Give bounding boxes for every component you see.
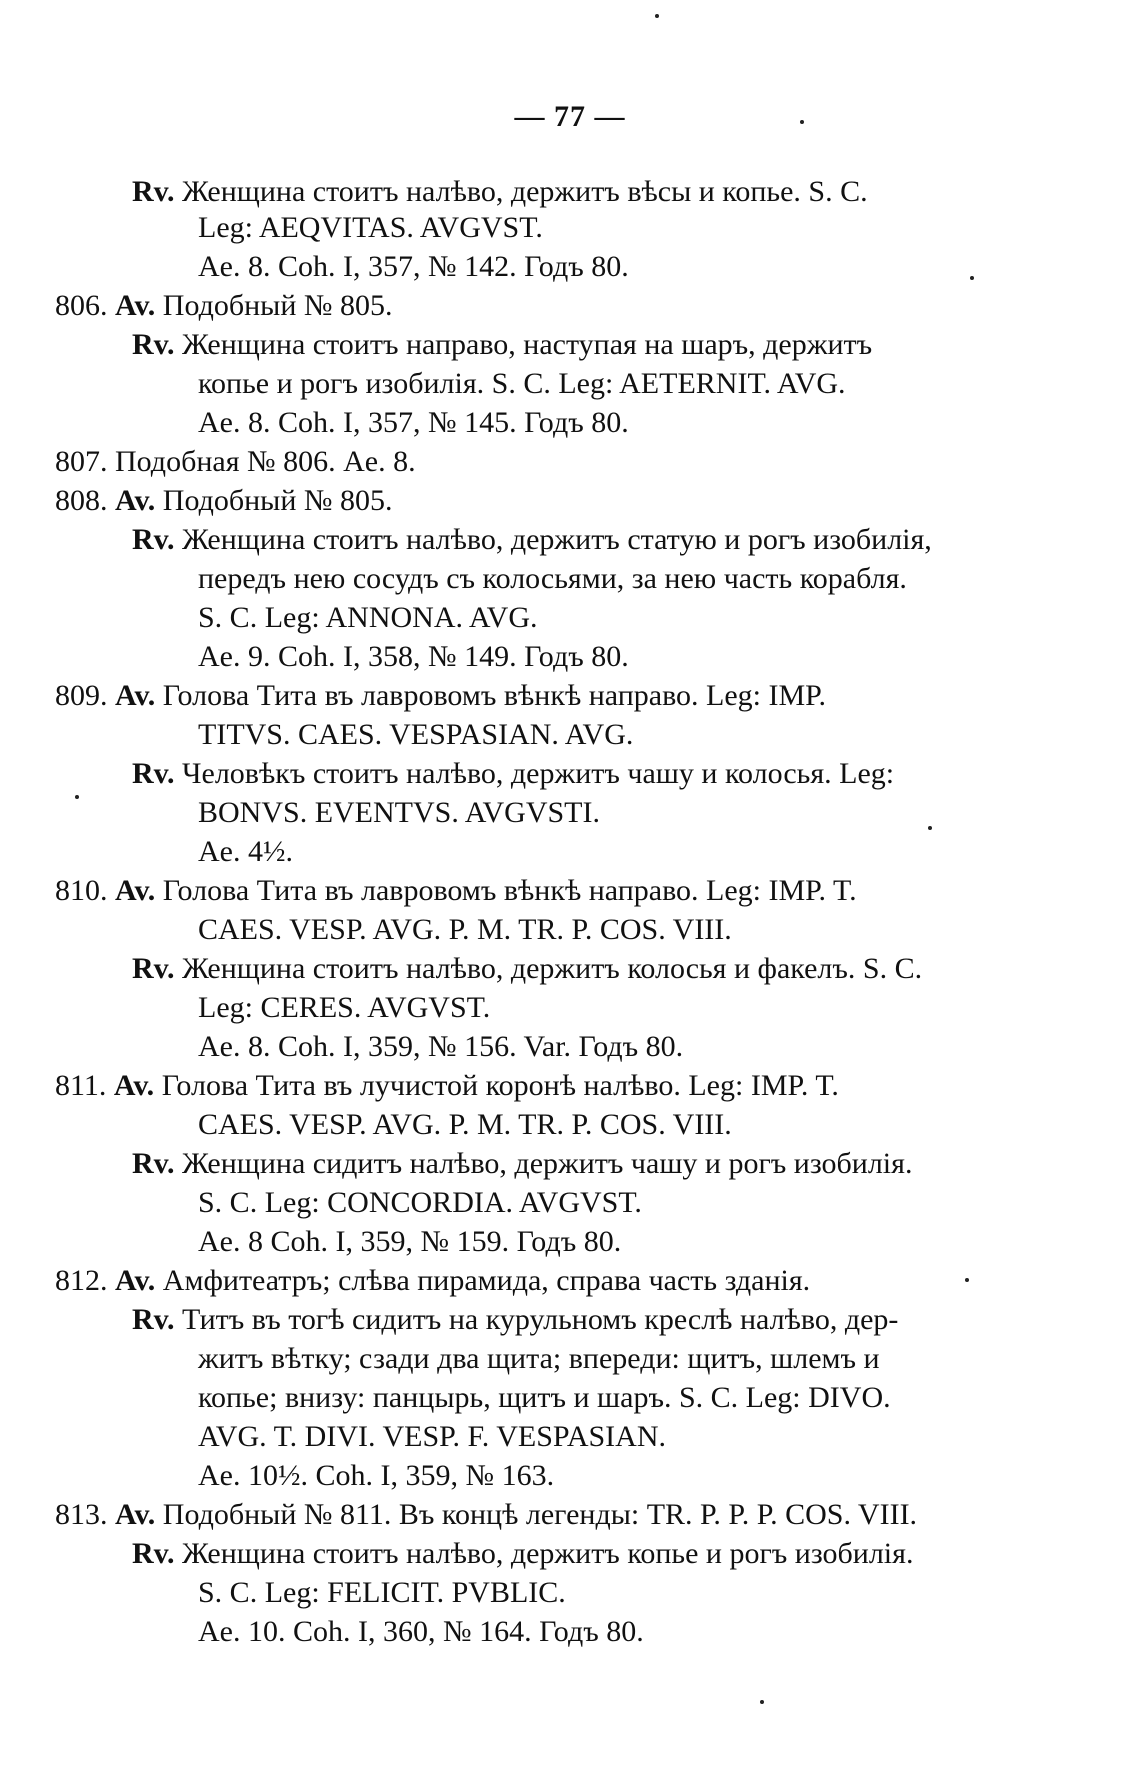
entry-810: 810. Av. Голова Тита въ лавровомъ вѣнкѣ направо. Leg: IMP. T. bbox=[55, 874, 857, 907]
text-line: Ae. 4½. bbox=[198, 835, 293, 868]
page-number: — 77 — bbox=[514, 100, 626, 133]
print-speck bbox=[800, 120, 804, 124]
print-speck bbox=[655, 14, 659, 18]
text-line: копье и рогъ изобилія. S. C. Leg: AETERNIT. AVG. bbox=[198, 367, 846, 400]
text-line: Rv. Женщина стоитъ налѣво, держитъ колосья и факелъ. S. C. bbox=[132, 952, 923, 985]
entry-809: 809. Av. Голова Тита въ лавровомъ вѣнкѣ направо. Leg: IMP. bbox=[55, 679, 827, 712]
text-line: Ae. 9. Coh. I, 358, № 149. Годъ 80. bbox=[198, 640, 629, 673]
entry-811: 811. Av. Голова Тита въ лучистой коронѣ налѣво. Leg: IMP. T. bbox=[55, 1069, 839, 1102]
text-line: CAES. VESP. AVG. P. M. TR. P. COS. VIII. bbox=[198, 1108, 732, 1141]
text-line: Ae. 10. Coh. I, 360, № 164. Годъ 80. bbox=[198, 1615, 644, 1648]
text-line: Ae. 8. Coh. I, 357, № 145. Годъ 80. bbox=[198, 406, 629, 439]
text-line: Rv. Женщина стоитъ налѣво, держитъ статую и рогъ изобилія, bbox=[132, 523, 932, 556]
text-line: Ae. 8 Coh. I, 359, № 159. Годъ 80. bbox=[198, 1225, 622, 1258]
text-line: Ae. 8. Coh. I, 359, № 156. Var. Годъ 80. bbox=[198, 1030, 684, 1063]
text-line: Ae. 10½. Coh. I, 359, № 163. bbox=[198, 1459, 555, 1492]
text-line: Rv. Человѣкъ стоитъ налѣво, держитъ чашу и колосья. Leg: bbox=[132, 757, 895, 790]
entry-813: 813. Av. Подобный № 811. Въ концѣ легенды: TR. P. P. P. COS. VIII. bbox=[55, 1498, 918, 1531]
text-line: S. C. Leg: FELICIT. PVBLIC. bbox=[198, 1576, 566, 1609]
text-line: Rv. Женщина стоитъ налѣво, держитъ вѣсы и копье. S. C. bbox=[132, 175, 868, 208]
text-line: AVG. T. DIVI. VESP. F. VESPASIAN. bbox=[198, 1420, 667, 1453]
entry-806: 806. Av. Подобный № 805. bbox=[55, 289, 393, 322]
text-line: TITVS. CAES. VESPASIAN. AVG. bbox=[198, 718, 634, 751]
text-line: Rv. Женщина стоитъ налѣво, держитъ копье и рогъ изобилія. bbox=[132, 1537, 914, 1570]
text-line: S. C. Leg: ANNONA. AVG. bbox=[198, 601, 538, 634]
text-line: копье; внизу: панцырь, щитъ и шаръ. S. C. Leg: DIVO. bbox=[198, 1381, 891, 1414]
text-line: житъ вѣтку; сзади два щита; впереди: щитъ, шлемъ и bbox=[198, 1342, 880, 1375]
print-speck bbox=[760, 1700, 764, 1704]
print-speck bbox=[75, 795, 79, 799]
text-line: Ae. 8. Coh. I, 357, № 142. Годъ 80. bbox=[198, 250, 629, 283]
text-line: Leg: AEQVITAS. AVGVST. bbox=[198, 211, 543, 244]
print-speck bbox=[970, 276, 974, 280]
text-line: Leg: CERES. AVGVST. bbox=[198, 991, 491, 1024]
text-line: Rv. Женщина сидитъ налѣво, держитъ чашу и рогъ изобилія. bbox=[132, 1147, 913, 1180]
print-speck bbox=[965, 1278, 969, 1282]
text-line: BONVS. EVENTVS. AVGVSTI. bbox=[198, 796, 600, 829]
text-line: S. C. Leg: CONCORDIA. AVGVST. bbox=[198, 1186, 642, 1219]
text-line: передъ нею сосудъ съ колосьями, за нею часть корабля. bbox=[198, 562, 907, 595]
print-speck bbox=[928, 826, 932, 830]
text-line: CAES. VESP. AVG. P. M. TR. P. COS. VIII. bbox=[198, 913, 732, 946]
text-line: Rv. Титъ въ тогѣ сидитъ на курульномъ креслѣ налѣво, дер- bbox=[132, 1303, 899, 1336]
entry-808: 808. Av. Подобный № 805. bbox=[55, 484, 393, 517]
text-line: Rv. Женщина стоитъ направо, наступая на шаръ, держитъ bbox=[132, 328, 873, 361]
entry-812: 812. Av. Амфитеатръ; слѣва пирамида, справа часть зданія. bbox=[55, 1264, 811, 1297]
entry-807: 807. Подобная № 806. Ae. 8. bbox=[55, 445, 416, 478]
